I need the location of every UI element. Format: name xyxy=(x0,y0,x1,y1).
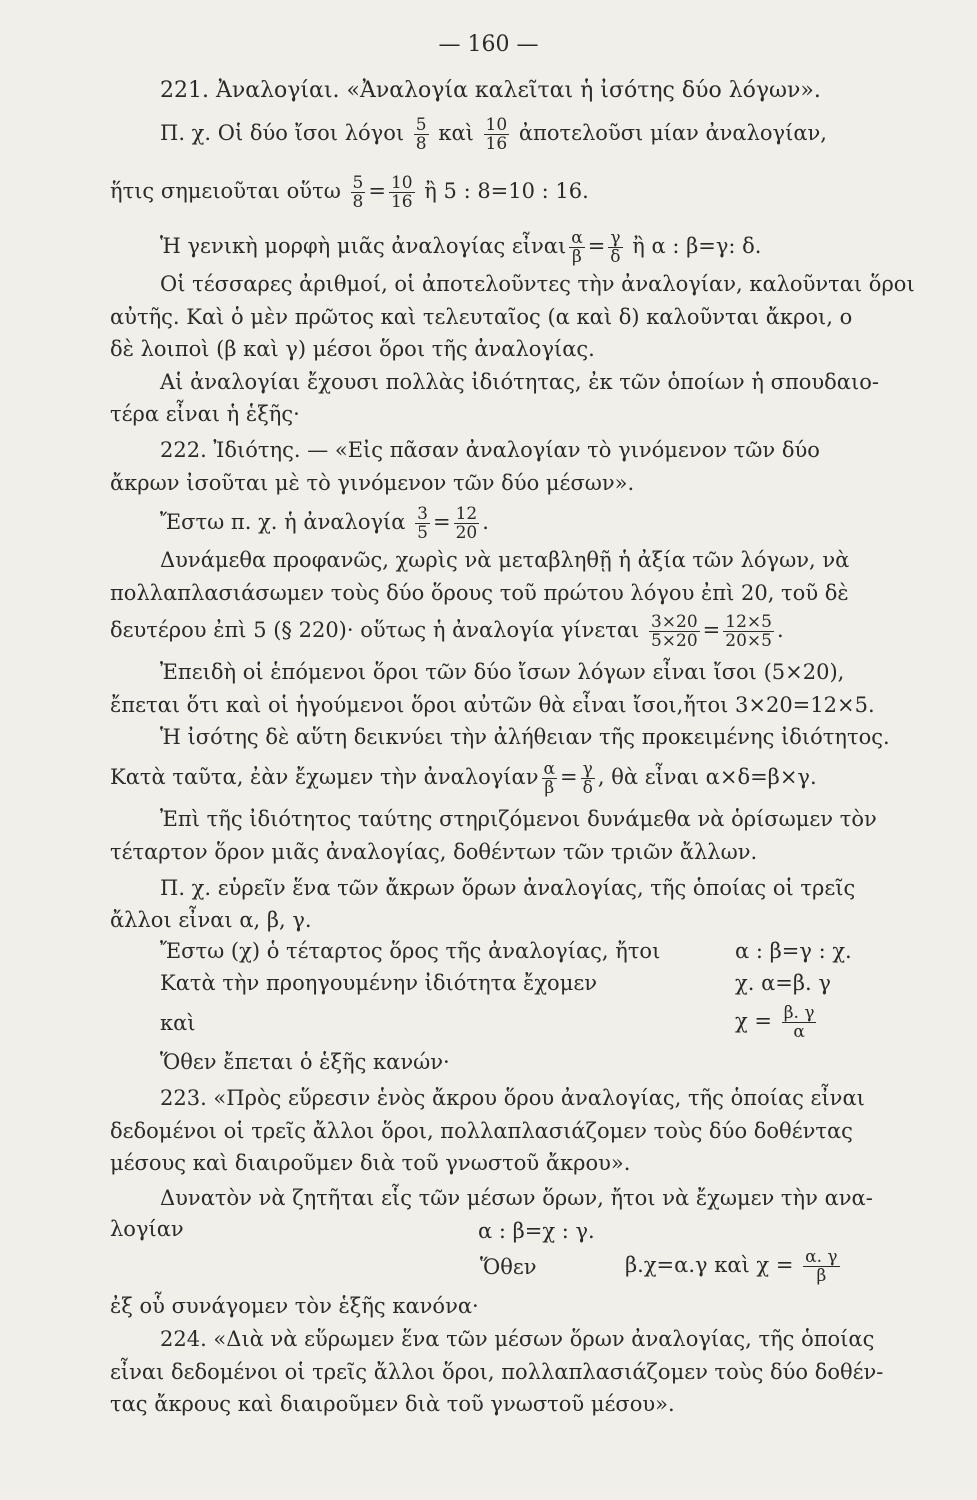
text: χ = xyxy=(735,1009,772,1033)
line-multiplied-proportion: δευτέρου ἐπὶ 5 (§ 220)· οὕτως ἡ ἀναλογία γίνεται $\frac{3\times 20}{5\times 20}$ = $\frac{12\times 5}{20\times 5}$ . xyxy=(110,612,784,651)
paragraph-line: Δυνατὸν νὰ ζητῆται εἷς τῶν μέσων ὅρων, ἤτοι νὰ ἔχωμεν τὴν ανα- xyxy=(160,1186,873,1210)
paragraph-line: Ὅθεν xyxy=(480,1255,537,1279)
numerator: 12×5 xyxy=(725,612,772,632)
paragraph-line: ἔπεται ὅτι καὶ οἱ ἡγούμενοι ὅροι αὐτῶν θὰ εἶναι ἴσοι,ἤτοι 3×20=12×5. xyxy=(110,693,875,717)
page-number: — 160 — xyxy=(438,32,539,57)
paragraph-line: ἄκρων ἰσοῦται μὲ τὸ γινόμενον τῶν δύο μέσων». xyxy=(110,471,635,495)
text: δευτέρου ἐπὶ 5 (§ 220)· οὕτως ἡ ἀναλογία γίνεται xyxy=(110,618,640,642)
denominator: 16 xyxy=(390,192,413,212)
formula: α : β=γ : χ. xyxy=(735,939,852,963)
denominator: β xyxy=(816,1266,827,1286)
equals-sign: = xyxy=(559,765,578,789)
paragraph-line: τέταρτον ὅρον μιᾶς ἀναλογίας, δοθέντων τῶν τριῶν ἄλλων. xyxy=(110,840,758,864)
formula-solution-x xyxy=(735,1004,819,1041)
denominator: 20×5 xyxy=(725,631,772,651)
denominator: 8 xyxy=(352,192,364,212)
numerator: γ xyxy=(581,760,595,779)
paragraph-line: δεδομένοι οἱ τρεῖς ἄλλοι ὅροι, πολλαπλασιάζομεν τοὺς δύο δοθέντας xyxy=(110,1119,853,1143)
paragraph-line: Ἡ ἰσότης δὲ αὕτη δεικνύει τὴν ἀλήθειαν τῆς προκειμένης ἰδιότητος. xyxy=(160,725,890,749)
numerator: 3×20 xyxy=(650,612,698,632)
text: ἀποτελοῦσι μίαν ἀναλογίαν, xyxy=(518,121,827,145)
fraction-10-16 xyxy=(484,116,510,153)
fraction-alpha-beta xyxy=(542,760,557,797)
equals-sign: = xyxy=(368,179,386,203)
numerator: α. γ xyxy=(805,1247,838,1267)
formula: χ. α=β. γ xyxy=(735,971,831,995)
paragraph-line: Ἔστω (χ) ὁ τέταρτος ὅρος τῆς ἀναλογίας, ἤτοι xyxy=(160,939,661,963)
text: β.χ=α.γ καὶ χ = xyxy=(625,1253,794,1277)
numerator: 5 xyxy=(352,173,364,193)
line-notation xyxy=(110,174,589,211)
text: ἢ α : β=γ: δ. xyxy=(632,234,762,258)
fraction-10-16 xyxy=(389,174,415,211)
formula: α : β=χ : γ. xyxy=(478,1219,595,1243)
paragraph-line: δὲ λοιποὶ (β καὶ γ) μέσοι ὅροι τῆς ἀναλογίας. xyxy=(110,337,595,361)
section-224-rule: 224. «Διὰ νὰ εὕρωμεν ἕνα τῶν μέσων ὅρων ἀναλογίας, τῆς ὁποίας xyxy=(160,1327,875,1351)
denominator: 16 xyxy=(485,134,508,154)
paragraph-line: τέρα εἶναι ἡ ἑξῆς· xyxy=(110,402,300,426)
text: Ἔστω π. χ. ἡ ἀναλογία xyxy=(160,510,406,534)
fraction-gamma-delta xyxy=(581,760,595,797)
fraction-5-8 xyxy=(351,174,366,211)
paragraph-line: Ὅθεν ἔπεται ὁ ἑξῆς κανών· xyxy=(160,1050,450,1074)
section-223-rule: 223. «Πρὸς εὕρεσιν ἑνὸς ἄκρου ὅρου ἀναλογίας, τῆς ὁποίας εἶναι xyxy=(160,1086,865,1110)
line-example-ratios xyxy=(160,116,827,153)
denominator: 8 xyxy=(415,134,427,154)
fraction-12-20 xyxy=(454,505,480,542)
denominator: 5 xyxy=(417,523,428,543)
section-222-heading: 222. Ἰδιότης. — «Εἰς πᾶσαν ἀναλογίαν τὸ γινόμενον τῶν δύο xyxy=(160,438,820,462)
formula-solution-x xyxy=(625,1248,843,1285)
text: ἥτις σημειοῦται οὕτω xyxy=(110,179,341,203)
numerator: β. γ xyxy=(783,1003,815,1023)
line-example-proportion: Ἔστω π. χ. ἡ ἀναλογία $\frac{3}{5}$ = $\frac{12}{20}$ . xyxy=(160,504,489,543)
fraction-bg-over-a xyxy=(782,1004,817,1041)
text: Κατὰ ταῦτα, ἐὰν ἔχωμεν τὴν ἀναλογίαν xyxy=(110,765,539,789)
numerator: α xyxy=(543,759,555,779)
numerator: 12 xyxy=(455,504,478,524)
numerator: γ xyxy=(608,229,622,248)
equals-sign: = xyxy=(587,234,606,258)
paragraph-line: αὐτῆς. Καὶ ὁ μὲν πρῶτος καὶ τελευταῖος (α καὶ δ) καλοῦνται ἄκροι, ο xyxy=(110,305,853,329)
paragraph-line: Αἱ ἀναλογίαι ἔχουσι πολλὰς ἰδιότητας, ἐκ τῶν ὁποίων ἡ σπουδαιο- xyxy=(160,370,879,394)
fraction-3-5 xyxy=(415,505,430,542)
paragraph-line: τας ἄκρους καὶ διαιροῦμεν διὰ τοῦ γνωστοῦ μέσου». xyxy=(110,1392,675,1416)
text: καὶ xyxy=(438,121,474,145)
paragraph-line: λογίαν xyxy=(110,1217,184,1241)
paragraph-line: Οἱ τέσσαρες ἀριθμοί, οἱ ἀποτελοῦντες τὴν ἀναλογίαν, καλοῦνται ὅροι xyxy=(160,272,915,296)
paragraph-line: ἄλλοι εἶναι α, β, γ. xyxy=(110,908,312,932)
fraction-12x5-20x5 xyxy=(723,613,774,650)
paragraph-line: εἶναι δεδομένοι οἱ τρεῖς ἄλλοι ὅροι, πολλαπλασιάζομεν τοὺς δύο δοθέν- xyxy=(110,1360,884,1384)
numerator: α xyxy=(571,228,583,248)
paragraph-line: Ἐπειδὴ οἱ ἑπόμενοι ὅροι τῶν δύο ἴσων λόγων εἶναι ἴσοι (5×20), xyxy=(160,660,845,684)
denominator: β xyxy=(544,778,555,798)
equals-sign: = xyxy=(702,618,721,642)
text: Π. χ. Οἱ δύο ἴσοι λόγοι xyxy=(160,121,405,145)
numerator: 10 xyxy=(485,115,508,135)
fraction-5-8 xyxy=(414,116,429,153)
fraction-3x20-5x20 xyxy=(649,613,700,650)
paragraph-line: Ἐπὶ τῆς ἰδιότητος ταύτης στηριζόμενοι δυνάμεθα νὰ ὁρίσωμεν τὸν xyxy=(160,807,877,831)
numerator: 10 xyxy=(390,173,413,193)
paragraph-line: πολλαπλασιάσωμεν τοὺς δύο ὅρους τοῦ πρώτου λόγου ἐπὶ 20, τοῦ δὲ xyxy=(110,581,849,605)
numerator: 5 xyxy=(415,115,427,135)
denominator: δ xyxy=(582,778,593,798)
paragraph-line: ἐξ οὗ συνάγομεν τὸν ἑξῆς κανόνα· xyxy=(110,1294,479,1318)
paragraph-line: Π. χ. εὑρεῖν ἕνα τῶν ἄκρων ὅρων ἀναλογίας, τῆς ὁποίας οἱ τρεῖς xyxy=(160,876,856,900)
paragraph-line: Δυνάμεθα προφανῶς, χωρὶς νὰ μεταβληθῇ ἡ ἀξία τῶν λόγων, νὰ xyxy=(160,548,850,572)
denominator: β xyxy=(572,247,582,267)
fraction-alpha-beta xyxy=(569,229,584,266)
paragraph-line: Κατὰ τὴν προηγουμένην ἰδιότητα ἔχομεν xyxy=(160,971,597,995)
text: Ἡ γενικὴ μορφὴ μιᾶς ἀναλογίας εἶναι xyxy=(160,234,567,258)
denominator: δ xyxy=(610,247,621,267)
line-general-form xyxy=(160,229,761,266)
text: ἢ 5 : 8=10 : 16. xyxy=(424,179,589,203)
line-product-rule xyxy=(110,760,817,797)
fraction-gamma-delta xyxy=(608,229,622,266)
fraction-ag-over-b xyxy=(803,1248,839,1285)
paragraph-line: καὶ xyxy=(160,1011,196,1035)
numerator: 3 xyxy=(417,504,428,524)
denominator: 5×20 xyxy=(650,631,698,651)
denominator: α xyxy=(793,1022,805,1042)
paragraph-line: μέσους καὶ διαιροῦμεν διὰ τοῦ γνωστοῦ ἄκρου». xyxy=(110,1151,631,1175)
equals-sign: = xyxy=(432,510,451,534)
denominator: 20 xyxy=(455,523,478,543)
section-221-heading: 221. Ἀναλογίαι. «Ἀναλογία καλεῖται ἡ ἰσότης δύο λόγων». xyxy=(160,78,821,103)
text: , θὰ εἶναι α×δ=β×γ. xyxy=(597,765,817,789)
